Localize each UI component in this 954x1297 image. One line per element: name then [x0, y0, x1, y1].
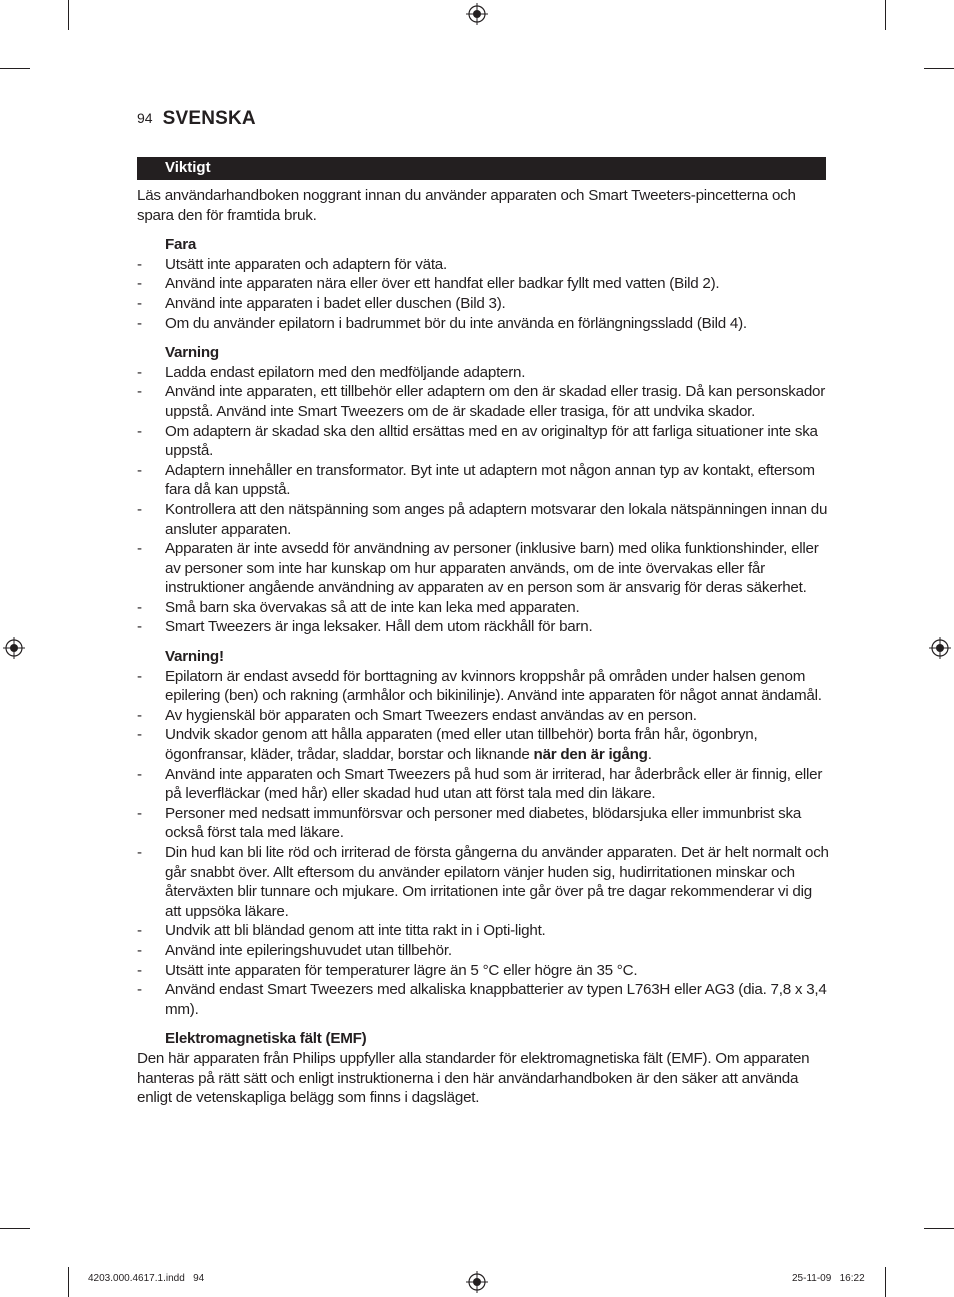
- list-item: - Om du använder epilatorn i badrummet bör du inte använda en förlängningssladd (Bild 4).: [137, 314, 832, 334]
- registration-mark-icon: [929, 637, 951, 659]
- language-title: SVENSKA: [162, 108, 256, 129]
- footer-datetime: 25-11-09 16:22: [792, 1273, 865, 1284]
- varning-list: [137, 363, 832, 637]
- emf-paragraph: Den här apparaten från Philips uppfyller alla standarder för elektromagnetiska fält (EMF). Om apparaten hanteras på rätt sätt och enligt instruktionerna i den här användarhandboken är den säker att använda enligt de vetenskapliga belägg som finns i dagsläget.: [137, 1049, 810, 1107]
- list-item: - Din hud kan bli lite röd och irriterad de första gångerna du använder apparaten. Det är helt normalt och går snabbt över. Allt eftersom du använder epilatorn vänjer huden sig, hudirritationen minskar och återväxten blir tunnare och mjukare. Om irritationen inte går över på tre dagar rekommenderar vi dig att uppsöka läkare.: [137, 843, 832, 921]
- list-item: - Utsätt inte apparaten för temperaturer lägre än 5 °C eller högre än 35 °C.: [137, 961, 832, 981]
- document-body: [137, 186, 832, 1108]
- emphasis-text: när den är igång: [533, 746, 648, 764]
- fara-heading: Fara: [165, 236, 197, 254]
- list-item: - Små barn ska övervakas så att de inte kan leka med apparaten.: [137, 598, 832, 618]
- footer-file: 4203.000.4617.1.indd 94: [88, 1273, 205, 1284]
- list-item: - Epilatorn är endast avsedd för borttagning av kvinnors kroppshår på områden under halsen genom epilering (ben) och rakning (armhålor och bikinilinje). Använd inte apparaten för något annat ändamål.: [137, 667, 832, 706]
- list-item: - Använd inte apparaten i badet eller duschen (Bild 3).: [137, 294, 832, 314]
- varning2-list: [137, 667, 832, 1020]
- list-item: - Använd inte epileringshuvudet utan tillbehör.: [137, 941, 832, 961]
- crop-mark: [924, 68, 954, 69]
- crop-mark: [885, 0, 886, 30]
- list-item: - Ladda endast epilatorn med den medföljande adaptern.: [137, 363, 832, 383]
- list-item: - Använd inte apparaten, ett tillbehör eller adaptern om den är skadad eller trasig. Då kan personskador uppstå. Använd inte Smart Tweezers om de är skadade eller trasiga, för att undvika skador.: [137, 382, 832, 421]
- varning2-heading: Varning!: [165, 648, 224, 666]
- crop-mark: [924, 1228, 954, 1229]
- list-item: - Kontrollera att den nätspänning som anges på adaptern motsvarar den lokala nätspänningen innan du ansluter apparaten.: [137, 500, 832, 539]
- list-item: - Utsätt inte apparaten och adaptern för väta.: [137, 255, 832, 275]
- intro-paragraph: Läs användarhandboken noggrant innan du använder apparaten och Smart Tweeters-pincetterna och spara den för framtida bruk.: [137, 187, 796, 224]
- list-item-end: .: [647, 746, 652, 764]
- list-item: - Använd inte apparaten och Smart Tweezers på hud som är irriterad, har åderbråck eller är finnig, eller på leverfläckar (med hår) eller skadad hud utan att först tala med din läkare.: [137, 765, 832, 804]
- list-item: - Om adaptern är skadad ska den alltid ersättas med en av originaltyp för att farliga situationer inte ska uppstå.: [137, 422, 832, 461]
- registration-mark-icon: [466, 1271, 488, 1293]
- list-item: - Använd endast Smart Tweezers med alkaliska knappbatterier av typen L763H eller AG3 (dia. 7,8 x 3,4 mm).: [137, 980, 832, 1019]
- list-item: - Apparaten är inte avsedd för användning av personer (inklusive barn) med olika funktionshinder, eller av personer som inte har kunskap om hur apparaten används, om de inte övervakas eller får instruktioner angående användning av apparaten av en person som är ansvarig för deras säkerhet.: [137, 539, 832, 598]
- crop-mark: [885, 1267, 886, 1297]
- list-item: - Smart Tweezers är inga leksaker. Håll dem utom räckhåll för barn.: [137, 617, 832, 637]
- crop-mark: [0, 68, 30, 69]
- crop-mark: [68, 0, 69, 30]
- registration-mark-icon: [3, 637, 25, 659]
- fara-list: [137, 255, 832, 333]
- list-item: - Adaptern innehåller en transformator. Byt inte ut adaptern mot någon annan typ av kontakt, eftersom fara då kan uppstå.: [137, 461, 832, 500]
- varning-heading: Varning: [165, 344, 219, 362]
- registration-mark-icon: [466, 3, 488, 25]
- list-item: - Av hygienskäl bör apparaten och Smart Tweezers endast användas av en person.: [137, 706, 832, 726]
- section-bar: [137, 157, 826, 180]
- page-number: 94: [137, 110, 153, 126]
- list-item: - Personer med nedsatt immunförsvar och personer med diabetes, blödarsjuka eller immunbrist ska också först tala med läkare.: [137, 804, 832, 843]
- page-header: [137, 108, 256, 130]
- list-item-text: Undvik skador genom att hålla apparaten (med eller utan tillbehör) borta från hår, ögonbryn, ögonfransar, kläder, trådar, sladdar, borstar och liknande: [165, 726, 758, 764]
- list-item: - Undvik att bli bländad genom att inte titta rakt in i Opti-light.: [137, 921, 832, 941]
- crop-mark: [68, 1267, 69, 1297]
- list-item: [137, 725, 832, 764]
- section-title: Viktigt: [165, 159, 211, 176]
- crop-mark: [0, 1228, 30, 1229]
- list-item: - Använd inte apparaten nära eller över ett handfat eller badkar fyllt med vatten (Bild 2).: [137, 274, 832, 294]
- emf-heading: Elektromagnetiska fält (EMF): [165, 1030, 367, 1048]
